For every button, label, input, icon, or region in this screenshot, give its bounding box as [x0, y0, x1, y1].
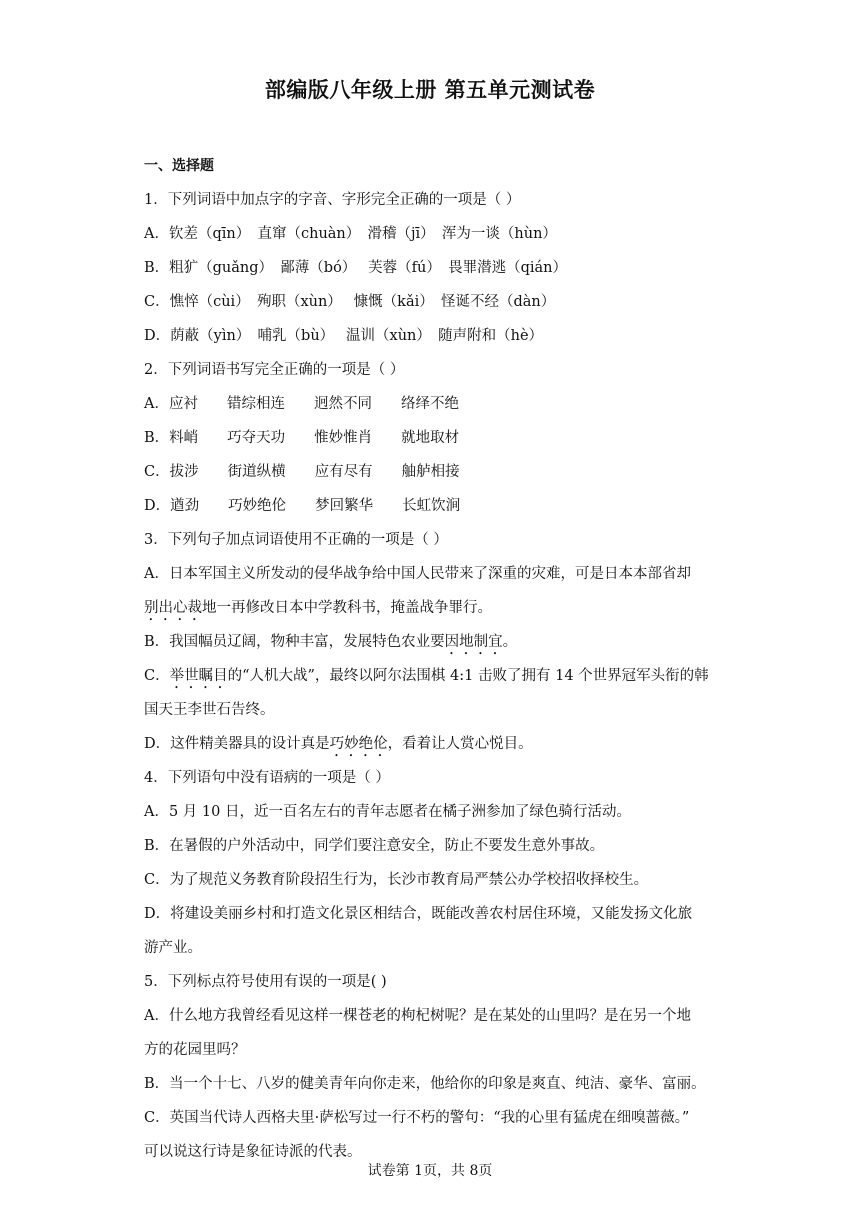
question-4-option-d-line-1: D．将建设美丽乡村和打造文化景区相结合，既能改善农村居住环境，又能发扬文化旅 [144, 906, 693, 922]
emphasized-word: 因地制宜 [444, 634, 503, 650]
question-5-option-a-line-2: 方的花园里吗？ [144, 1042, 246, 1058]
question-4-option-d-line-2: 游产业。 [144, 940, 202, 956]
option-text: 的“人机大战”，最终以阿尔法围棋 4:1 击败了拥有 14 个世界冠军头衔的韩 [227, 668, 709, 684]
question-3-option-a-line-2 [144, 591, 724, 625]
question-2-option-d: D．遒劲 巧妙绝伦 梦回繁华 长虹饮涧 [144, 498, 461, 514]
question-3-option-a-line-1: A．日本军国主义所发动的侵华战争给中国人民带来了深重的灾难，可是日本本部省却 [144, 566, 691, 582]
question-4-stem: 4．下列语句中没有语病的一项是（ ） [144, 770, 390, 786]
question-4-option-b: B．在暑假的户外活动中，同学们要注意安全，防止不要发生意外事故。 [144, 838, 605, 854]
emphasized-word: 举世瞩目 [169, 668, 228, 684]
option-text: 地一再修改日本中学教科书，掩盖战争罪行。 [202, 600, 492, 616]
option-text: D．这件精美器具的设计真是 [144, 736, 330, 752]
question-3-option-d [144, 727, 724, 761]
emphasized-word: 别出心裁 [144, 600, 202, 616]
question-2-option-c: C．拔涉 街道纵横 应有尽有 舳舻相接 [144, 464, 460, 480]
question-5-option-c-line-1: C．英国当代诗人西格夫里·萨松写过一行不朽的警句：“我的心里有猛虎在细嗅蔷薇。” [144, 1110, 690, 1126]
question-5-option-b: B．当一个十七、八岁的健美青年向你走来，他给你的印象是爽直、纯洁、豪华、富丽。 [144, 1076, 706, 1092]
question-3-stem: 3．下列句子加点词语使用不正确的一项是（ ） [144, 532, 448, 548]
question-5-option-a-line-1: A．什么地方我曾经看见这样一棵苍老的枸杞树呢？是在某处的山里吗？是在另一个地 [144, 1008, 691, 1024]
question-1-stem: 1．下列词语中加点字的字音、字形完全正确的一项是（ ） [144, 192, 521, 208]
page-footer: 试卷第 1页，共 8页 [367, 1163, 493, 1179]
question-3-option-b [144, 625, 724, 659]
question-2-stem: 2．下列词语书写完全正确的一项是（ ） [144, 362, 405, 378]
question-2-option-a: A．应衬 错综相连 迥然不同 络绎不绝 [144, 396, 459, 412]
question-1-option-a: A．钦差（qīn） 直窜（chuàn） 滑稽（jī） 浑为一谈（hùn） [144, 226, 557, 242]
emphasized-word: 巧妙绝伦 [329, 736, 388, 752]
option-text: 。 [502, 634, 518, 650]
question-4-option-c: C．为了规范义务教育阶段招生行为，长沙市教育局严禁公办学校招收择校生。 [144, 872, 649, 888]
option-text: B．我国幅员辽阔，物种丰富，发展特色农业要 [144, 634, 445, 650]
question-5-option-c-line-2: 可以说这行诗是象征诗派的代表。 [144, 1144, 362, 1160]
question-1-option-d: D．荫蔽（yìn） 哺乳（bù） 温训（xùn） 随声附和（hè） [144, 328, 544, 344]
question-1-option-b: B．粗犷（guǎng） 鄙薄（bó） 芙蓉（fú） 畏罪潜逃（qián） [144, 260, 568, 276]
question-4-option-a: A．5 月 10 日，近一百名左右的青年志愿者在橘子洲参加了绿色骑行活动。 [144, 804, 631, 820]
question-3-option-c-line-1 [144, 659, 724, 693]
question-1-option-c: C．憔悴（cùi） 殉职（xùn） 慷慨（kǎi） 怪诞不经（dàn） [144, 294, 556, 310]
page-title: 部编版八年级上册 第五单元测试卷 [264, 78, 596, 102]
question-5-stem: 5．下列标点符号使用有误的一项是( ) [144, 974, 387, 990]
question-3-option-c-line-2: 国天王李世石告终。 [144, 702, 275, 718]
option-text: ，看着让人赏心悦目。 [387, 736, 533, 752]
question-content [144, 155, 724, 1169]
section-heading: 一、选择题 [144, 158, 214, 174]
option-text: C． [144, 668, 170, 684]
question-2-option-b: B．料峭 巧夺天功 惟妙惟肖 就地取材 [144, 430, 460, 446]
